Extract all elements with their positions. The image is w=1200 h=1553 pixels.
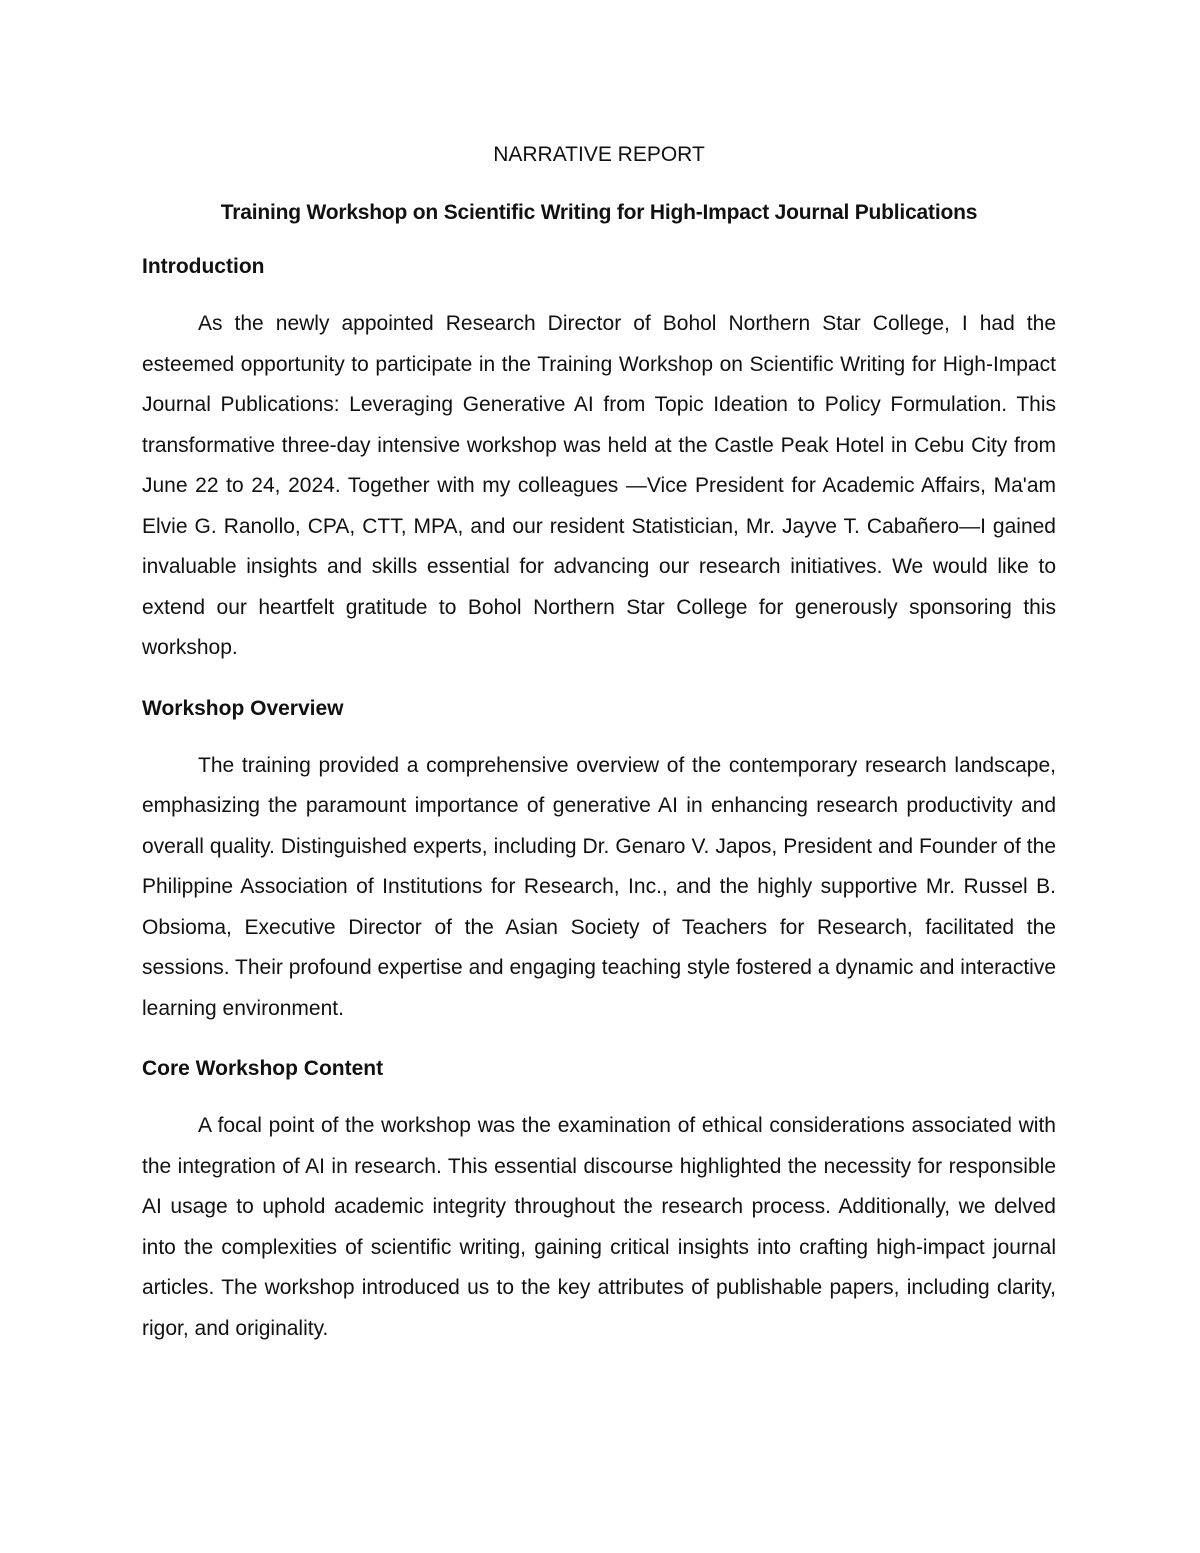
section-introduction: [142, 252, 1056, 669]
section-paragraph: The training provided a comprehensive overview of the contemporary research landscape, emphasizing the paramount importance of generative AI in enhancing research productivity and overall quality. Distinguished experts, including Dr. Genaro V. Japos, President and Founder of the Philippine Association of Institutions for Research, Inc., and the highly supportive Mr. Russel B. Obsioma, Executive Director of the Asian Society of Teachers for Research, facilitated the sessions. Their profound expertise and engaging teaching style fostered a dynamic and interactive learning environment.: [142, 753, 1056, 1020]
section-workshop-overview: [142, 694, 1056, 1030]
document-title: NARRATIVE REPORT: [493, 143, 705, 166]
document-subtitle: Training Workshop on Scientific Writing for High-Impact Journal Publications: [220, 201, 978, 224]
section-paragraph: As the newly appointed Research Director of Bohol Northern Star College, I had the esteemed opportunity to participate in the Training Workshop on Scientific Writing for High-Impact Journal Publications: Leveraging Generative AI from Topic Ideation to Policy Formulation. This transformative three-day intensive workshop was held at the Castle Peak Hotel in Cebu City from June 22 to 24, 2024. Together with my colleagues —Vice President for Academic Affairs, Ma'am Elvie G. Ranollo, CPA, CTT, MPA, and our resident Statistician, Mr. Jayve T. Cabañero—I gained invaluable insights and skills essential for advancing our research initiatives. We would like to extend our heartfelt gratitude to Bohol Northern Star College for generously sponsoring this workshop.: [142, 312, 1056, 659]
section-heading: Core Workshop Content: [142, 1057, 384, 1080]
section-heading: Introduction: [142, 255, 265, 278]
section-core-workshop-content: [142, 1054, 1056, 1349]
section-paragraph: A focal point of the workshop was the examination of ethical considerations associated with the integration of AI in research. This essential discourse highlighted the necessity for responsible AI usage to uphold academic integrity throughout the research process. Additionally, we delved into the complexities of scientific writing, gaining critical insights into crafting high-impact journal articles. The workshop introduced us to the key attributes of publishable papers, including clarity, rigor, and originality.: [142, 1114, 1056, 1340]
document-page: [142, 140, 1056, 1349]
section-heading: Workshop Overview: [142, 696, 344, 720]
